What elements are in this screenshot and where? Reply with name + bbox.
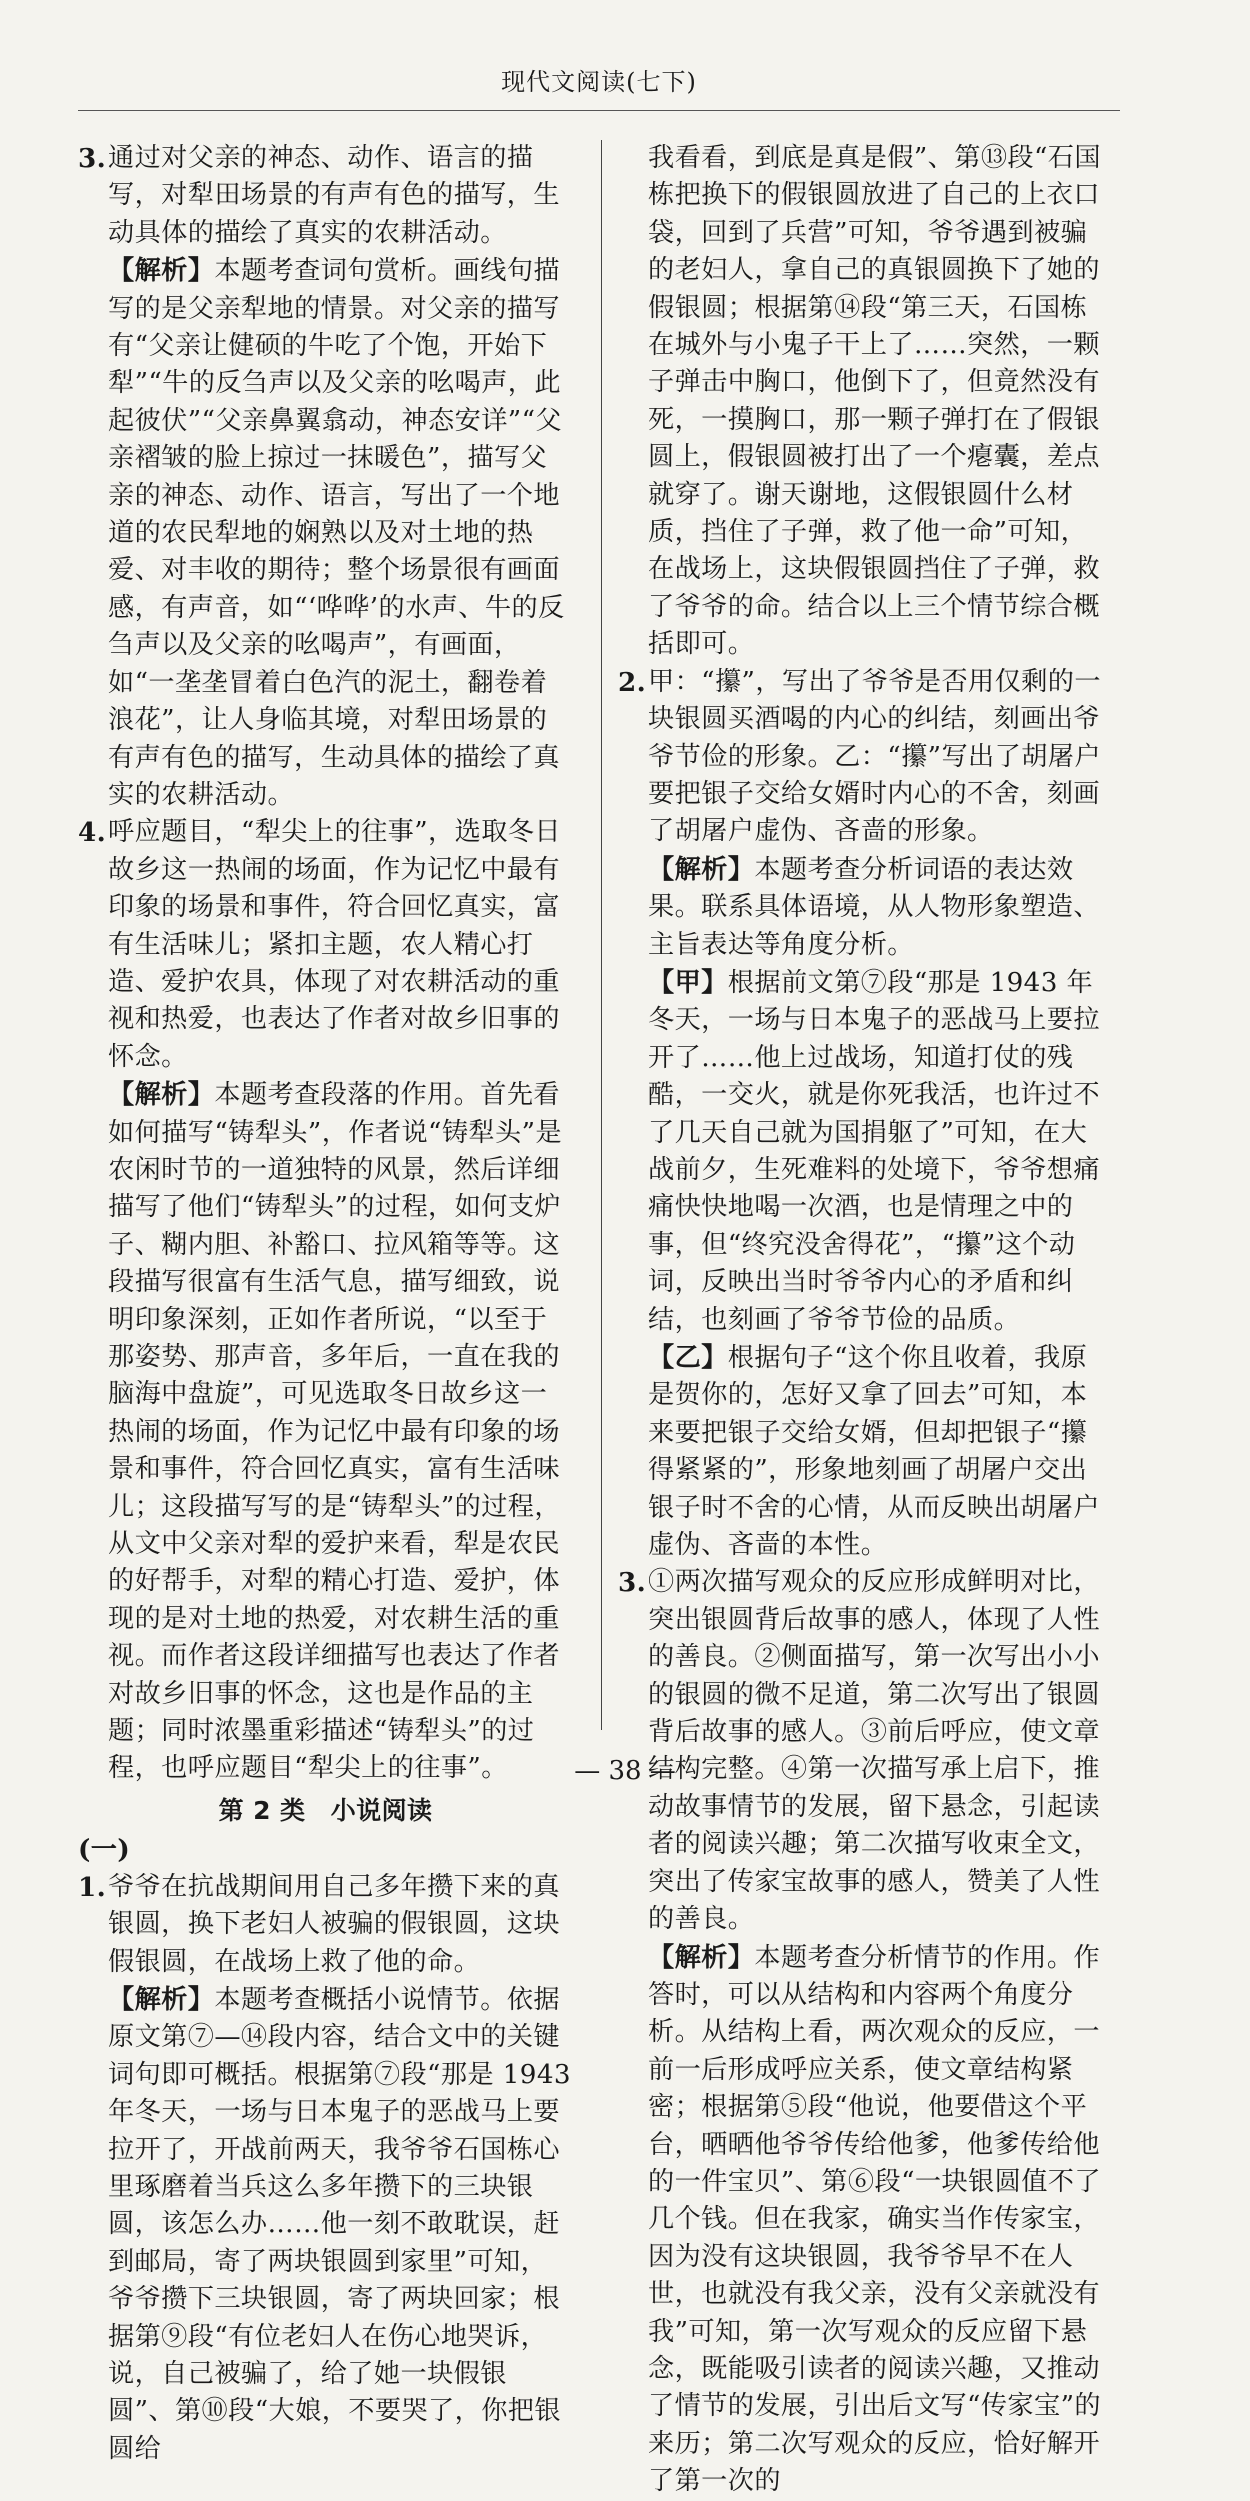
header-rule bbox=[78, 110, 1120, 111]
left-column bbox=[78, 140, 573, 2468]
column-divider bbox=[601, 140, 602, 1730]
item-number: 2. bbox=[618, 666, 647, 698]
answer-item-1 bbox=[78, 1869, 573, 1981]
item-number: 1. bbox=[78, 1871, 107, 1903]
answer-item-2 bbox=[618, 664, 1113, 851]
analysis-text: 本题考查分析词语的表达效果。联系具体语境，从人物形象塑造、主旨表达等角度分析。 bbox=[648, 854, 1100, 960]
answer-item-4 bbox=[78, 814, 573, 1076]
answer-text: 通过对父亲的神态、动作、语言的描写，对犁田场景的有声有色的描写，生动具体的描绘了真实的农耕活动。 bbox=[108, 143, 560, 248]
answer-text: 甲：“攥”，写出了爷爷是否用仅剩的一块银圆买酒喝的内心的纠结，刻画出爷爷节俭的形象。乙：“攥”写出了胡屠户要把银子交给女婿时内心的不舍，刻画了胡屠户虚伪、吝啬的形象。 bbox=[648, 666, 1101, 847]
analysis-paragraph bbox=[618, 1939, 1113, 2501]
answer-item-3b bbox=[618, 1564, 1113, 1938]
analysis-paragraph bbox=[78, 252, 573, 814]
answer-text: ①两次描写观众的反应形成鲜明对比，突出银圆背后故事的感人，体现了人性的善良。②侧面描写，第一次写出小小的银圆的微不足道，第二次写出了银圆背后故事的感人。③前后呼应，使文章结构完整。④第一次描写承上启下，推动故事情节的发展，留下悬念，引起读者的阅读兴趣；第二次描写收束全文，突出了传家宝故事的感人，赞美了人性的善良。 bbox=[648, 1567, 1100, 1935]
page-number: — 38 — bbox=[574, 1756, 676, 1786]
yi-tag: 【乙】 bbox=[648, 1342, 728, 1373]
item-number: 3. bbox=[78, 143, 107, 174]
analysis-paragraph bbox=[78, 1981, 573, 2468]
analysis-text: 本题考查分析情节的作用。作答时，可以从结构和内容两个角度分析。从结构上看，两次观众的反应，一前一后形成呼应关系，使文章结构紧密；根据第⑤段“他说，他要借这个平台，晒晒他爷爷传给他爹，他爹传给他的一件宝贝”、第⑥段“一块银圆值不了几个钱。但在我家，确实当作传家宝，因为没有这块银圆，我爷爷早不在人世，也就没有我父亲，没有父亲就没有我”可知，第一次写观众的反应留下悬念，既能吸引读者的阅读兴趣，又推动了情节的发展，引出后文写“传家宝”的来历；第二次写观众的反应，恰好解开了第一次的 bbox=[648, 1942, 1101, 2497]
analysis-paragraph bbox=[618, 851, 1113, 964]
right-column bbox=[618, 140, 1113, 2501]
page-header-title: 现代文阅读(七下) bbox=[501, 68, 697, 96]
analysis-tag: 【解析】 bbox=[108, 1983, 215, 2015]
section-title: 第 2 类 小说阅读 bbox=[218, 1795, 433, 1825]
item-number: 4. bbox=[78, 817, 107, 849]
analysis-paragraph bbox=[78, 1076, 573, 1788]
jia-text: 根据前文第⑦段“那是 1943 年冬天，一场与日本鬼子的恶战马上要拉开了……他上过战场，知道打仗的残酷，一交火，就是你死我活，也许过不了几天自己就为国捐躯了”可知，在大战前夕，生死难料的处境下，爷爷想痛痛快快地喝一次酒，也是情理之中的事，但“终究没舍得花”，“攥”这个动词，反映出当时爷爷内心的矛盾和纠结，也刻画了爷爷节俭的品质。 bbox=[648, 967, 1100, 1335]
analysis-paragraph-yi bbox=[618, 1339, 1113, 1564]
item-number: 3. bbox=[618, 1567, 647, 1599]
jia-tag: 【甲】 bbox=[648, 966, 728, 998]
yi-text: 根据句子“这个你且收着，我原是贺你的，怎好又拿了回去”可知，本来要把银子交给女婿，但却把银子“攥得紧紧的”，形象地刻画了胡屠户交出银子时不舍的心情，从而反映出胡屠户虚伪、吝啬的本性。 bbox=[648, 1343, 1100, 1561]
analysis-paragraph-jia bbox=[618, 964, 1113, 1339]
analysis-tag: 【解析】 bbox=[648, 1941, 755, 1973]
analysis-tag: 【解析】 bbox=[648, 853, 755, 885]
analysis-tag: 【解析】 bbox=[108, 255, 215, 287]
answer-text: 爷爷在抗战期间用自己多年攒下来的真银圆，换下老妇人被骗的假银圆，这块假银圆，在战场上救了他的命。 bbox=[108, 1871, 560, 1977]
answer-text: 呼应题目，“犁尖上的往事”，选取冬日故乡这一热闹的场面，作为记忆中最有印象的场景和事件，符合回忆真实，富有生活味儿；紧扣主题，农人精心打造、爱护农具，体现了对农耕活动的重视和热爱，也表达了作者对故乡旧事的怀念。 bbox=[108, 817, 561, 1072]
analysis-tag: 【解析】 bbox=[108, 1079, 215, 1111]
answer-item-3 bbox=[78, 140, 573, 252]
analysis-text: 本题考查段落的作用。首先看如何描写“铸犁头”，作者说“铸犁头”是农闲时节的一道独特的风景，然后详细描写了他们“铸犁头”的过程，如何支炉子、糊内胆、补豁口、拉风箱等等。这段描写很富有生活气息，描写细致，说明印象深刻，正如作者所说，“以至于那姿势、那声音，多年后，一直在我的脑海中盘旋”，可见选取冬日故乡这一热闹的场面，作为记忆中最有印象的场景和事件，符合回忆真实，富有生活味儿；这段描写写的是“铸犁头”的过程，从文中父亲对犁的爱护来看，犁是农民的好帮手，对犁的精心打造、爱护，体现的是对土地的热爱，对农耕生活的重视。而作者这段详细描写也表达了作者对故乡旧事的怀念，这也是作品的主题；同时浓墨重彩描述“铸犁头”的过程，也呼应题目“犁尖上的往事”。 bbox=[108, 1080, 562, 1784]
analysis-text: 本题考查词句赏析。画线句描写的是父亲犁地的情景。对父亲的描写有“父亲让健硕的牛吃了个饱，开始下犁”“牛的反刍声以及父亲的吆喝声，此起彼伏”“父亲鼻翼翕动，神态安详”“父亲褶皱的脸上掠过一抹暖色”，描写父亲的神态、动作、语言，写出了一个地道的农民犁地的娴熟以及对土地的热爱、对丰收的期待；整个场景很有画面感，有声音，如“‘哗哗’的水声、牛的反刍声以及父亲的吆喝声”，有画面，如“一垄垄冒着白色汽的泥土，翻卷着浪花”，让人身临其境，对犁田场景的有声有色的描写，生动具体的描绘了真实的农耕活动。 bbox=[108, 256, 565, 810]
analysis-continuation: 我看看，到底是真是假”、第⑬段“石国栋把换下的假银圆放进了自己的上衣口袋，回到了兵营”可知，爷爷遇到被骗的老妇人，拿自己的真银圆换下了她的假银圆；根据第⑭段“第三天，石国栋在城外与小鬼子干上了……突然，一颗子弹击中胸口，他倒下了，但竟然没有死，一摸胸口，那一颗子弹打在了假银圆上，假银圆被打出了一个瘪囊，差点就穿了。谢天谢地，这假银圆什么材质，挡住了子弹，救了他一命”可知，在战场上，这块假银圆挡住了子弹，救了爷爷的命。结合以上三个情节综合概括即可。 bbox=[648, 143, 1101, 660]
sub-section-title: (一) bbox=[78, 1834, 131, 1866]
analysis-text: 本题考查概括小说情节。依据原文第⑦—⑭段内容，结合文中的关键词句即可概括。根据第⑦段“那是 1943 年冬天，一场与日本鬼子的恶战马上要拉开了，开战前两天，我爷爷石国栋心里琢磨着当兵这么多年攒下的三块银圆，该怎么办……他一刻不敢耽误，赶到邮局，寄了两块银圆到家里”可知，爷爷攒下三块银圆，寄了两块回家；根据第⑨段“有位老妇人在伤心地哭诉，说，自己被骗了，给了她一块假银圆”、第⑩段“大娘，不要哭了，你把银圆给 bbox=[108, 1984, 571, 2464]
